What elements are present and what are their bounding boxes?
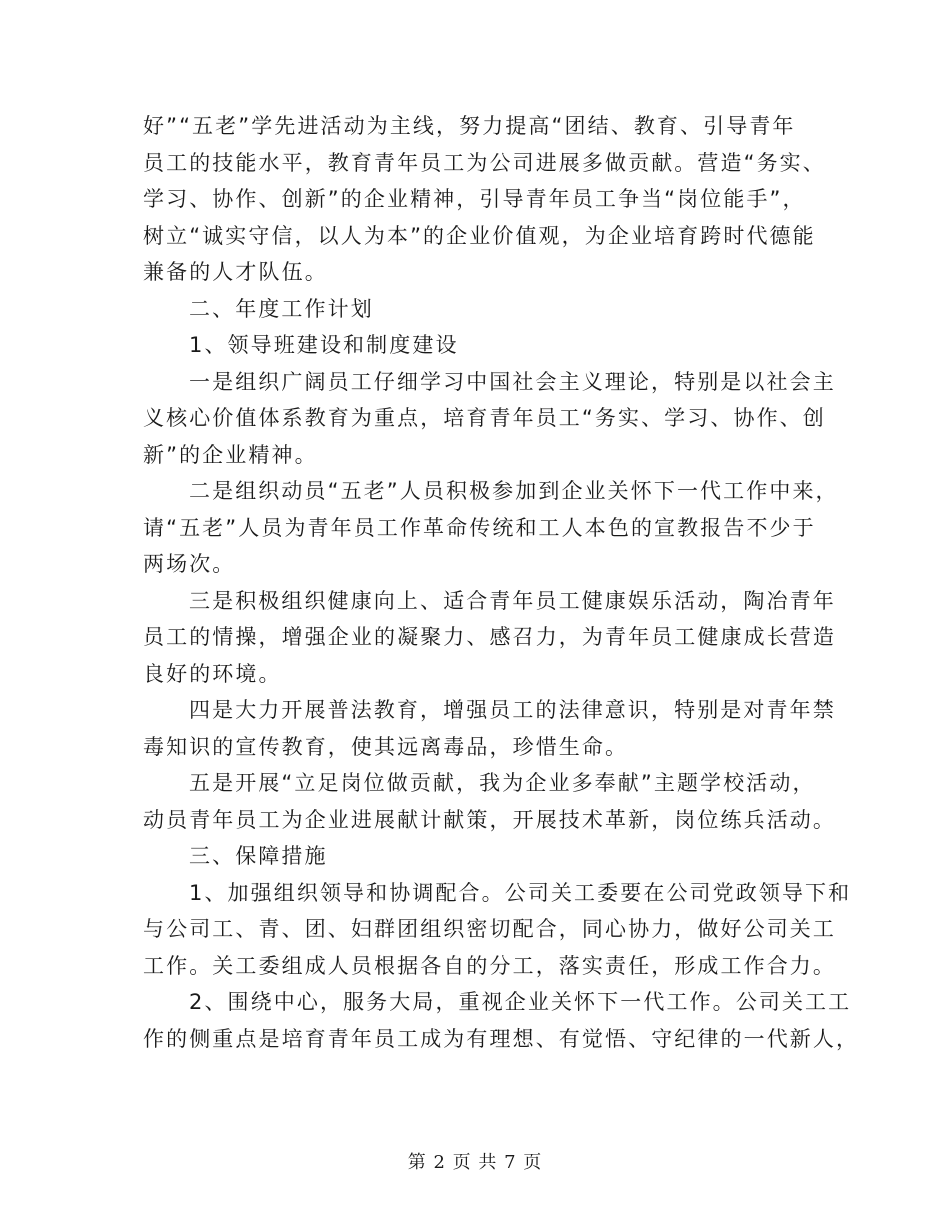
section-heading: 三、保障措施: [189, 844, 328, 868]
document-body: [143, 108, 860, 1057]
text-line: 四是大力开展普法教育，增强员工的法律意识，特别是对青年禁: [189, 698, 836, 722]
page-number-footer: 第 2 页 共 7 页: [407, 1152, 543, 1173]
text-line: 新”的企业精神。: [143, 442, 318, 467]
text-line: 毒知识的宣传教育，使其远离毒品，珍惜生命。: [143, 734, 629, 759]
text-line: 2、围绕中心，服务大局，重视企业关怀下一代工作。公司关工工: [189, 990, 852, 1014]
text-line: 工作。关工委组成人员根据各自的分工，落实责任，形成工作合力。: [143, 953, 836, 978]
text-line: 与公司工、青、团、妇群团组织密切配合，同心协力，做好公司关工: [143, 917, 836, 941]
text-line: 员工的技能水平，教育青年员工为公司进展多做贡献。营造“务实、: [143, 150, 826, 175]
text-line: 学习、协作、创新”的企业精神，引导青年员工争当“岗位能手”，: [143, 187, 806, 211]
text-line: 五是开展“立足岗位做贡献，我为企业多奉献”主题学校活动，: [189, 771, 816, 795]
text-line: 好”“五老”学先进活动为主线，努力提高“团结、教育、引导青年: [143, 114, 796, 138]
text-line: 兼备的人才队伍。: [143, 260, 328, 284]
section-heading: 二、年度工作计划: [189, 296, 374, 321]
text-line: 两场次。: [143, 552, 236, 576]
text-line: 作的侧重点是培育青年员工成为有理想、有觉悟、守纪律的一代新人，: [143, 1026, 860, 1051]
text-line: 请“五老”人员为青年员工作革命传统和工人本色的宣教报告不少于: [143, 515, 816, 540]
text-line: 员工的情操，增强企业的凝聚力、感召力，为青年员工健康成长营造: [143, 625, 836, 649]
text-line: 义核心价值体系教育为重点，培育青年员工“务实、学习、协作、创: [143, 406, 826, 430]
text-line: 1、加强组织领导和协调配合。公司关工委要在公司党政领导下和: [189, 880, 852, 905]
text-line: 三是积极组织健康向上、适合青年员工健康娱乐活动，陶冶青年: [189, 588, 836, 613]
text-line: 二是组织动员“五老”人员积极参加到企业关怀下一代工作中来，: [189, 479, 839, 503]
text-line: 一是组织广阔员工仔细学习中国社会主义理论，特别是以社会主: [189, 369, 836, 394]
text-line: 良好的环境。: [143, 661, 282, 686]
text-line: 树立“诚实守信，以人为本”的企业价值观，为企业培育跨时代德能: [143, 223, 816, 248]
subsection-heading: 1、领导班建设和制度建设: [189, 333, 459, 357]
text-line: 动员青年员工为企业进展献计献策，开展技术革新，岗位练兵活动。: [143, 807, 836, 832]
